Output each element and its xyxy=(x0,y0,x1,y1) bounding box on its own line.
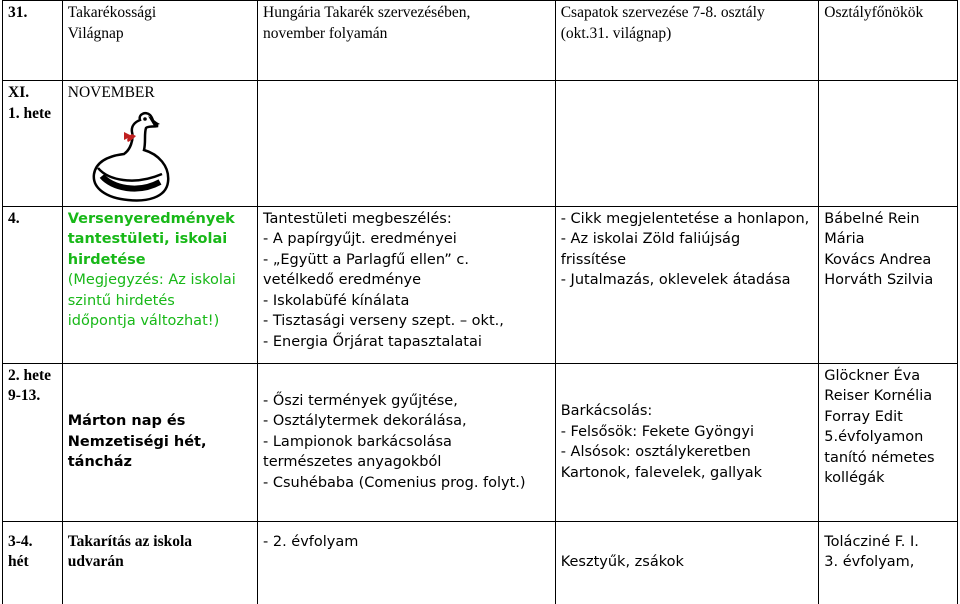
cell-line: Reiser Kornélia xyxy=(824,388,933,404)
table-row xyxy=(3,206,958,363)
cell-line: udvarán xyxy=(67,553,124,570)
cell-line: - Tisztasági verseny szept. – okt., xyxy=(263,313,504,329)
task-cell xyxy=(555,521,819,604)
cell-line: Tolácziné F. I. xyxy=(824,533,919,550)
cell-line: Horváth Szilvia xyxy=(824,272,934,288)
month-label: NOVEMBER xyxy=(67,84,155,101)
cell-line: természetes anyagokból xyxy=(263,454,442,471)
week-cell xyxy=(3,521,63,604)
cell-line: tantestületi, iskolai xyxy=(67,231,228,247)
cell-line: - Felsősök: Fekete Gyöngyi xyxy=(560,423,754,440)
cell-line: Versenyeredmények xyxy=(67,210,235,227)
cell-line: 3. évfolyam, xyxy=(824,554,915,570)
responsible-cell xyxy=(819,81,958,207)
cell-line: Nemzetiségi hét, xyxy=(67,433,207,450)
week-cell xyxy=(3,1,63,81)
cell-line: 4. xyxy=(8,209,20,227)
cell-line: - Osztálytermek dekorálása, xyxy=(263,413,467,430)
cell-line: Bábelné Rein xyxy=(824,210,920,227)
table-row xyxy=(3,1,958,81)
task-cell xyxy=(555,206,819,363)
event-cell xyxy=(62,521,257,604)
week-cell xyxy=(3,81,63,207)
cell-line: - Energia Őrjárat tapasztalatai xyxy=(263,333,482,350)
cell-line: Csapatok szervezése 7-8. osztály xyxy=(560,4,765,21)
cell-line: Forray Edit xyxy=(824,408,903,425)
cell-line: 31. xyxy=(8,4,28,21)
responsible-cell xyxy=(819,1,958,81)
activity-cell xyxy=(258,521,556,604)
activity-cell xyxy=(258,1,556,81)
cell-line: Barkácsolás: xyxy=(560,403,653,419)
cell-line: - Őszi termények gyűjtése, xyxy=(263,392,458,409)
event-cell xyxy=(62,1,257,81)
cell-line: (Megjegyzés: Az iskolai xyxy=(67,272,236,288)
task-cell xyxy=(555,1,819,81)
cell-line: 1. hete xyxy=(8,104,52,122)
activity-cell xyxy=(258,206,556,363)
cell-line: - Lampionok barkácsolása xyxy=(263,433,452,450)
cell-line: Világnap xyxy=(67,24,124,42)
cell-line: - 2. évfolyam xyxy=(263,533,359,550)
responsible-cell xyxy=(819,521,958,604)
cell-line: Kovács Andrea xyxy=(824,251,932,268)
cell-line: táncház xyxy=(67,454,132,471)
week-cell xyxy=(3,363,63,521)
cell-line: Takarítás az iskola xyxy=(67,532,193,550)
cell-line: november folyamán xyxy=(263,24,388,42)
cell-line: 5.évfolyamon xyxy=(824,429,924,445)
cell-line: Kartonok, falevelek, gallyak xyxy=(560,464,763,481)
month-cell xyxy=(62,81,257,207)
cell-line: XI. xyxy=(8,84,30,101)
week-cell xyxy=(3,206,63,363)
cell-line: Hungária Takarék szervezésében, xyxy=(263,4,471,21)
cell-line: - Alsósok: osztálykeretben xyxy=(560,444,751,460)
cell-line: - Jutalmazás, oklevelek átadása xyxy=(560,272,791,288)
cell-line: hét xyxy=(8,553,29,570)
table-row xyxy=(3,521,958,604)
cell-line: Tantestületi megbeszélés: xyxy=(263,210,452,227)
cell-line: - „Együtt a Parlagfű ellen” c. xyxy=(263,251,469,268)
cell-line: Mária xyxy=(824,231,865,247)
event-cell xyxy=(62,206,257,363)
cell-line: frissítése xyxy=(560,251,627,268)
event-cell xyxy=(62,363,257,521)
cell-line: Márton nap és xyxy=(67,413,186,430)
table-row xyxy=(3,363,958,521)
table-row xyxy=(3,81,958,207)
cell-line: időpontja változhat!) xyxy=(67,313,220,329)
cell-line: - Csuhébaba (Comenius prog. folyt.) xyxy=(263,474,526,491)
responsible-cell xyxy=(819,206,958,363)
cell-line: hirdetése xyxy=(67,251,146,268)
task-cell xyxy=(555,363,819,521)
cell-line: 3-4. xyxy=(8,532,33,550)
responsible-cell xyxy=(819,363,958,521)
cell-line: Glöckner Éva xyxy=(824,367,921,384)
cell-line: vetélkedő eredménye xyxy=(263,272,422,288)
cell-line: - Cikk megjelentetése a honlapon, xyxy=(560,210,810,227)
cell-line: (okt.31. világnap) xyxy=(560,24,672,42)
cell-line: - A papírgyűjt. eredményei xyxy=(263,231,457,247)
schedule-table xyxy=(2,0,958,604)
cell-line: szintű hirdetés xyxy=(67,292,175,309)
cell-line: 9-13. xyxy=(8,387,41,404)
cell-line: - Az iskolai Zöld faliújság xyxy=(560,231,741,247)
cell-line: - Iskolabüfé kínálata xyxy=(263,292,410,309)
cell-line: Takarékossági xyxy=(67,4,157,21)
activity-cell xyxy=(258,81,556,207)
cell-line: Osztályfőnökök xyxy=(824,4,924,21)
activity-cell xyxy=(258,363,556,521)
cell-line: tanító németes xyxy=(824,449,935,466)
cell-line: 2. hete xyxy=(8,366,52,384)
goose-icon xyxy=(88,110,172,204)
cell-line: Kesztyűk, zsákok xyxy=(560,553,684,570)
cell-line: kollégák xyxy=(824,470,885,486)
task-cell xyxy=(555,81,819,207)
